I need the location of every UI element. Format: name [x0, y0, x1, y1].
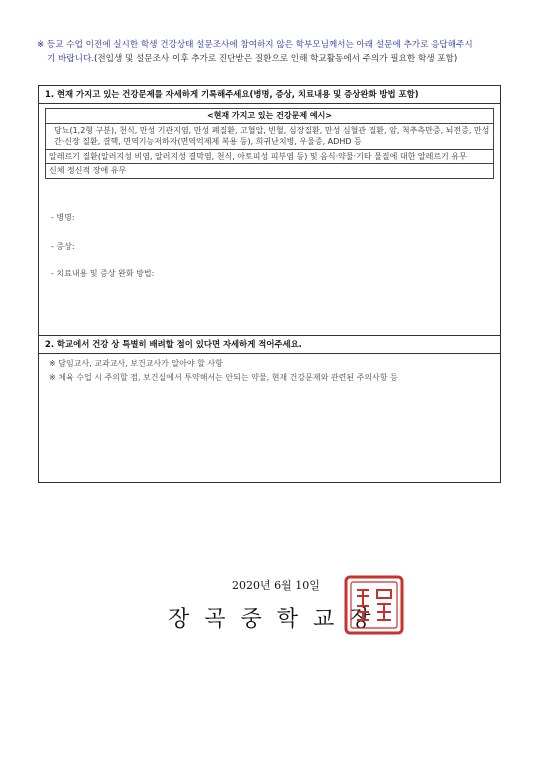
notice-line-2-request: 기 바랍니다. — [47, 54, 94, 64]
notice — [37, 38, 507, 66]
example-disability: 신체 정신적 장애 유무 — [46, 164, 494, 179]
document-date: 2020년 6월 10일 — [232, 579, 320, 592]
question-2-box — [38, 336, 501, 483]
example-chronic-diseases: 당뇨(1,2형 구분), 천식, 만성 기관지염, 만성 폐질환, 고혈압, 빈혈, 심장질환, 만성 심혈관 질환, 암, 척추측만증, 뇌전증, 만성 간·신장 질환, 결핵, 면역기능저하자(면역억제제 복용 등), 희귀난치병, 우울증, ADHD 등 — [46, 123, 494, 149]
field-disease-name[interactable]: - 병명: — [51, 213, 75, 222]
field-treatment[interactable]: - 치료내용 및 증상 완화 방법: — [51, 269, 155, 278]
notice-line-1: ※ 등교 수업 이전에 실시한 학생 건강상태 설문조사에 참여하지 않은 학부모님께서는 아래 설문에 추가로 응답해주시 — [37, 40, 473, 50]
tip-teachers: ※ 담임교사, 교과교사, 보건교사가 알아야 할 사항 — [49, 359, 223, 368]
example-allergies: 알레르기 질환(알러지성 비염, 알러지성 결막염, 천식, 아토피성 피부염 등) 및 음식·약물·기타 물질에 대한 알레르기 유무 — [46, 149, 494, 164]
question-1-box — [38, 85, 501, 336]
question-2-tips[interactable] — [39, 354, 500, 385]
field-symptoms[interactable]: - 증상: — [51, 242, 75, 251]
examples-table — [45, 108, 494, 179]
examples-header: <현재 가지고 있는 건강문제 예시> — [46, 109, 494, 124]
notice-line-2-note: (전입생 및 설문조사 이후 추가로 진단받은 질환으로 인해 학교활동에서 주의가 필요한 학생 포함) — [93, 54, 458, 64]
tip-pe-and-medication: ※ 체육 수업 시 주의할 점, 보건실에서 투약해서는 안되는 약물, 현재 건강문제와 관련된 주의사항 등 — [49, 373, 398, 382]
notice-line-2 — [37, 52, 507, 66]
school-principal-signature: 장곡중학교장 — [168, 607, 386, 632]
question-2-title: 2. 학교에서 건강 상 특별히 배려할 점이 있다면 자세하게 적어주세요. — [39, 336, 500, 354]
question-1-title: 1. 현재 가지고 있는 건강문제를 자세하게 기록해주세요(병명, 증상, 치료내용 및 증상완화 방법 포함) — [39, 86, 500, 104]
official-seal — [343, 574, 405, 636]
